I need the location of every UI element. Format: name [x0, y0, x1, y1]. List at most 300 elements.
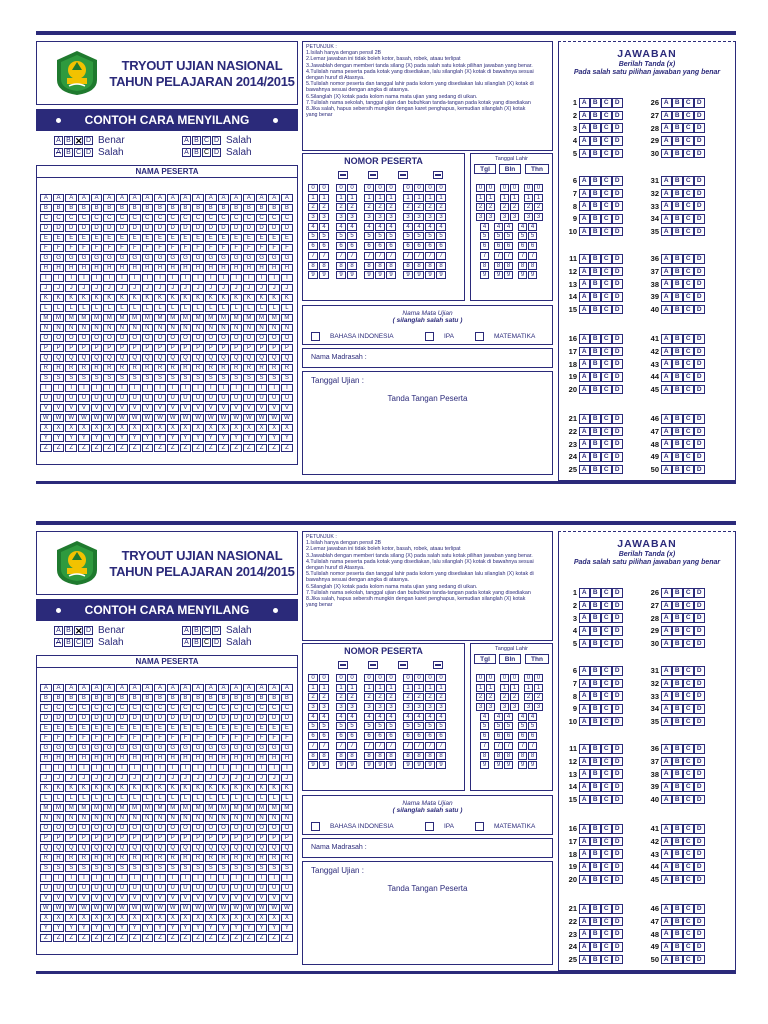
digit-bubble[interactable]: 4: [347, 223, 357, 231]
date-digit-bubble[interactable]: 2: [510, 203, 519, 211]
letter-bubble[interactable]: Y: [268, 924, 280, 932]
letter-bubble[interactable]: H: [78, 264, 90, 272]
digit-bubble[interactable]: 4: [414, 223, 424, 231]
letter-bubble[interactable]: E: [192, 724, 204, 732]
letter-bubble[interactable]: P: [167, 344, 179, 352]
digit-bubble[interactable]: 1: [364, 684, 374, 692]
date-digit-bubble[interactable]: 5: [504, 722, 513, 730]
letter-bubble[interactable]: W: [218, 904, 230, 912]
answer-bubble[interactable]: C: [601, 849, 612, 859]
answer-bubble[interactable]: B: [590, 98, 601, 108]
letter-bubble[interactable]: I: [205, 764, 217, 772]
digit-bubble[interactable]: 6: [375, 732, 385, 740]
letter-bubble[interactable]: J: [205, 774, 217, 782]
digit-bubble[interactable]: 6: [436, 242, 446, 250]
letter-bubble[interactable]: Z: [103, 934, 115, 942]
letter-bubble[interactable]: C: [243, 704, 255, 712]
letter-bubble[interactable]: N: [256, 814, 268, 822]
answer-bubble[interactable]: B: [672, 626, 683, 636]
answer-bubble[interactable]: D: [612, 849, 623, 859]
letter-bubble[interactable]: H: [192, 264, 204, 272]
letter-bubble[interactable]: B: [268, 204, 280, 212]
answer-bubble[interactable]: D: [612, 679, 623, 689]
date-digit-bubble[interactable]: 5: [504, 232, 513, 240]
letter-bubble[interactable]: X: [78, 424, 90, 432]
letter-bubble[interactable]: D: [205, 714, 217, 722]
letter-bubble[interactable]: K: [192, 784, 204, 792]
letter-bubble[interactable]: E: [243, 234, 255, 242]
letter-bubble[interactable]: S: [218, 374, 230, 382]
answer-bubble[interactable]: A: [579, 849, 590, 859]
letter-bubble[interactable]: S: [205, 374, 217, 382]
letter-bubble[interactable]: B: [91, 694, 103, 702]
letter-bubble[interactable]: S: [129, 374, 141, 382]
answer-bubble[interactable]: C: [683, 214, 694, 224]
answer-bubble[interactable]: B: [672, 227, 683, 237]
letter-bubble[interactable]: B: [53, 204, 65, 212]
date-digit-bubble[interactable]: 2: [524, 693, 533, 701]
letter-bubble[interactable]: L: [65, 304, 77, 312]
letter-bubble[interactable]: C: [103, 704, 115, 712]
answer-bubble[interactable]: B: [672, 465, 683, 475]
letter-bubble[interactable]: R: [268, 854, 280, 862]
letter-bubble[interactable]: H: [116, 264, 128, 272]
letter-bubble[interactable]: Y: [180, 434, 192, 442]
letter-bubble[interactable]: B: [142, 204, 154, 212]
letter-bubble[interactable]: V: [65, 404, 77, 412]
letter-bubble[interactable]: J: [78, 774, 90, 782]
answer-bubble[interactable]: A: [661, 782, 672, 792]
letter-bubble[interactable]: W: [256, 414, 268, 422]
letter-bubble[interactable]: Q: [154, 354, 166, 362]
letter-bubble[interactable]: U: [116, 394, 128, 402]
letter-bubble[interactable]: A: [192, 684, 204, 692]
digit-bubble[interactable]: 1: [347, 684, 357, 692]
letter-bubble[interactable]: S: [53, 864, 65, 872]
letter-bubble[interactable]: O: [65, 334, 77, 342]
answer-bubble[interactable]: D: [612, 439, 623, 449]
letter-bubble[interactable]: G: [256, 254, 268, 262]
letter-bubble[interactable]: B: [268, 694, 280, 702]
letter-bubble[interactable]: Y: [142, 924, 154, 932]
answer-bubble[interactable]: D: [612, 744, 623, 754]
letter-bubble[interactable]: S: [116, 864, 128, 872]
answer-bubble[interactable]: B: [590, 227, 601, 237]
digit-bubble[interactable]: 3: [364, 703, 374, 711]
answer-bubble[interactable]: C: [601, 613, 612, 623]
letter-bubble[interactable]: V: [243, 894, 255, 902]
letter-bubble[interactable]: U: [91, 394, 103, 402]
letter-bubble[interactable]: H: [268, 754, 280, 762]
answer-bubble[interactable]: D: [694, 305, 705, 315]
date-digit-bubble[interactable]: 7: [494, 252, 503, 260]
answer-bubble[interactable]: B: [672, 267, 683, 277]
answer-bubble[interactable]: C: [601, 601, 612, 611]
date-digit-bubble[interactable]: 6: [494, 242, 503, 250]
answer-bubble[interactable]: B: [672, 176, 683, 186]
letter-bubble[interactable]: S: [129, 864, 141, 872]
letter-bubble[interactable]: H: [180, 264, 192, 272]
letter-bubble[interactable]: A: [205, 684, 217, 692]
letter-bubble[interactable]: S: [78, 864, 90, 872]
letter-bubble[interactable]: G: [65, 254, 77, 262]
letter-bubble[interactable]: M: [218, 314, 230, 322]
letter-bubble[interactable]: M: [103, 314, 115, 322]
answer-bubble[interactable]: A: [661, 254, 672, 264]
letter-bubble[interactable]: C: [53, 704, 65, 712]
letter-bubble[interactable]: C: [243, 214, 255, 222]
letter-bubble[interactable]: Q: [116, 354, 128, 362]
answer-bubble[interactable]: C: [683, 929, 694, 939]
answer-bubble[interactable]: A: [579, 189, 590, 199]
letter-bubble[interactable]: A: [243, 194, 255, 202]
digit-bubble[interactable]: 7: [364, 252, 374, 260]
date-digit-bubble[interactable]: 0: [524, 184, 533, 192]
digit-bubble[interactable]: 5: [414, 722, 424, 730]
answer-bubble[interactable]: A: [579, 795, 590, 805]
letter-bubble[interactable]: U: [142, 884, 154, 892]
digit-bubble[interactable]: 3: [425, 703, 435, 711]
date-digit-bubble[interactable]: 1: [486, 684, 495, 692]
answer-bubble[interactable]: C: [683, 782, 694, 792]
letter-bubble[interactable]: F: [78, 734, 90, 742]
letter-bubble[interactable]: X: [142, 424, 154, 432]
letter-bubble[interactable]: V: [192, 404, 204, 412]
date-digit-bubble[interactable]: 1: [524, 684, 533, 692]
letter-bubble[interactable]: M: [91, 804, 103, 812]
letter-bubble[interactable]: S: [167, 374, 179, 382]
answer-bubble[interactable]: A: [579, 639, 590, 649]
date-digit-bubble[interactable]: 8: [494, 752, 503, 760]
letter-bubble[interactable]: C: [268, 214, 280, 222]
answer-bubble[interactable]: A: [579, 904, 590, 914]
date-digit-bubble[interactable]: 2: [500, 693, 509, 701]
digit-bubble[interactable]: 9: [436, 761, 446, 769]
letter-bubble[interactable]: Z: [180, 444, 192, 452]
letter-bubble[interactable]: W: [167, 414, 179, 422]
letter-bubble[interactable]: S: [256, 864, 268, 872]
answer-bubble[interactable]: C: [601, 666, 612, 676]
letter-bubble[interactable]: M: [281, 314, 293, 322]
answer-bubble[interactable]: B: [672, 824, 683, 834]
digit-bubble[interactable]: 3: [403, 703, 413, 711]
letter-bubble[interactable]: G: [243, 254, 255, 262]
answer-bubble[interactable]: A: [661, 837, 672, 847]
letter-bubble[interactable]: F: [256, 734, 268, 742]
letter-bubble[interactable]: R: [180, 364, 192, 372]
letter-bubble[interactable]: B: [205, 204, 217, 212]
letter-bubble[interactable]: A: [268, 194, 280, 202]
letter-bubble[interactable]: F: [142, 734, 154, 742]
letter-bubble[interactable]: B: [192, 204, 204, 212]
letter-bubble[interactable]: D: [40, 714, 52, 722]
digit-bubble[interactable]: 1: [414, 684, 424, 692]
letter-bubble[interactable]: P: [103, 834, 115, 842]
letter-bubble[interactable]: K: [230, 784, 242, 792]
date-digit-bubble[interactable]: 6: [528, 242, 537, 250]
digit-bubble[interactable]: 7: [319, 252, 329, 260]
letter-bubble[interactable]: L: [78, 304, 90, 312]
letter-bubble[interactable]: R: [192, 854, 204, 862]
answer-bubble[interactable]: C: [601, 279, 612, 289]
digit-bubble[interactable]: 4: [436, 713, 446, 721]
answer-bubble[interactable]: A: [661, 929, 672, 939]
answer-bubble[interactable]: D: [612, 149, 623, 159]
letter-bubble[interactable]: P: [142, 344, 154, 352]
date-digit-bubble[interactable]: 2: [524, 203, 533, 211]
digit-bubble[interactable]: 5: [386, 232, 396, 240]
answer-bubble[interactable]: A: [661, 123, 672, 133]
letter-bubble[interactable]: H: [129, 754, 141, 762]
letter-bubble[interactable]: H: [205, 754, 217, 762]
letter-bubble[interactable]: M: [116, 314, 128, 322]
letter-bubble[interactable]: A: [65, 684, 77, 692]
answer-bubble[interactable]: D: [694, 201, 705, 211]
letter-bubble[interactable]: G: [167, 744, 179, 752]
letter-bubble[interactable]: R: [40, 854, 52, 862]
letter-bubble[interactable]: J: [243, 774, 255, 782]
digit-bubble[interactable]: 3: [436, 213, 446, 221]
answer-bubble[interactable]: B: [590, 111, 601, 121]
digit-bubble[interactable]: 0: [386, 674, 396, 682]
letter-bubble[interactable]: A: [129, 684, 141, 692]
letter-bubble[interactable]: W: [192, 414, 204, 422]
letter-bubble[interactable]: F: [78, 244, 90, 252]
answer-bubble[interactable]: C: [601, 824, 612, 834]
letter-bubble[interactable]: G: [142, 254, 154, 262]
answer-bubble[interactable]: A: [579, 201, 590, 211]
answer-bubble[interactable]: B: [672, 123, 683, 133]
letter-bubble[interactable]: U: [281, 884, 293, 892]
letter-bubble[interactable]: H: [142, 754, 154, 762]
letter-bubble[interactable]: S: [103, 374, 115, 382]
answer-bubble[interactable]: C: [601, 111, 612, 121]
answer-bubble[interactable]: A: [661, 214, 672, 224]
letter-bubble[interactable]: U: [230, 394, 242, 402]
letter-bubble[interactable]: D: [281, 714, 293, 722]
letter-bubble[interactable]: L: [91, 794, 103, 802]
answer-bubble[interactable]: B: [672, 862, 683, 872]
answer-bubble[interactable]: B: [590, 666, 601, 676]
letter-bubble[interactable]: F: [192, 734, 204, 742]
letter-bubble[interactable]: B: [243, 204, 255, 212]
answer-bubble[interactable]: C: [683, 414, 694, 424]
digit-bubble[interactable]: 0: [403, 184, 413, 192]
letter-bubble[interactable]: N: [281, 324, 293, 332]
letter-bubble[interactable]: R: [205, 854, 217, 862]
letter-bubble[interactable]: W: [129, 414, 141, 422]
answer-bubble[interactable]: C: [601, 385, 612, 395]
letter-bubble[interactable]: R: [180, 854, 192, 862]
letter-bubble[interactable]: K: [78, 294, 90, 302]
digit-bubble[interactable]: 1: [403, 684, 413, 692]
letter-bubble[interactable]: R: [154, 364, 166, 372]
answer-bubble[interactable]: B: [672, 601, 683, 611]
letter-bubble[interactable]: O: [116, 824, 128, 832]
letter-bubble[interactable]: U: [192, 394, 204, 402]
answer-bubble[interactable]: B: [590, 254, 601, 264]
letter-bubble[interactable]: O: [142, 824, 154, 832]
letter-bubble[interactable]: D: [65, 714, 77, 722]
letter-bubble[interactable]: W: [180, 414, 192, 422]
letter-bubble[interactable]: O: [256, 334, 268, 342]
letter-bubble[interactable]: T: [103, 874, 115, 882]
letter-bubble[interactable]: P: [192, 344, 204, 352]
letter-bubble[interactable]: T: [218, 384, 230, 392]
answer-bubble[interactable]: C: [683, 917, 694, 927]
letter-bubble[interactable]: R: [91, 364, 103, 372]
letter-bubble[interactable]: Y: [65, 434, 77, 442]
letter-bubble[interactable]: O: [154, 334, 166, 342]
letter-bubble[interactable]: E: [205, 724, 217, 732]
letter-bubble[interactable]: U: [230, 884, 242, 892]
letter-bubble[interactable]: B: [230, 694, 242, 702]
letter-bubble[interactable]: G: [78, 744, 90, 752]
letter-bubble[interactable]: U: [167, 394, 179, 402]
letter-bubble[interactable]: A: [268, 684, 280, 692]
letter-bubble[interactable]: T: [65, 874, 77, 882]
letter-bubble[interactable]: K: [116, 294, 128, 302]
letter-bubble[interactable]: P: [268, 344, 280, 352]
letter-bubble[interactable]: U: [180, 394, 192, 402]
letter-bubble[interactable]: T: [129, 384, 141, 392]
letter-bubble[interactable]: O: [78, 824, 90, 832]
letter-bubble[interactable]: A: [78, 194, 90, 202]
letter-bubble[interactable]: I: [281, 274, 293, 282]
letter-bubble[interactable]: M: [116, 804, 128, 812]
digit-bubble[interactable]: 6: [347, 732, 357, 740]
letter-bubble[interactable]: J: [218, 284, 230, 292]
letter-bubble[interactable]: O: [65, 824, 77, 832]
digit-bubble[interactable]: 3: [386, 703, 396, 711]
letter-bubble[interactable]: C: [53, 214, 65, 222]
answer-bubble[interactable]: C: [683, 452, 694, 462]
answer-bubble[interactable]: C: [683, 824, 694, 834]
letter-bubble[interactable]: M: [256, 804, 268, 812]
letter-bubble[interactable]: V: [103, 894, 115, 902]
digit-bubble[interactable]: 7: [436, 252, 446, 260]
answer-bubble[interactable]: D: [612, 347, 623, 357]
answer-bubble[interactable]: D: [612, 626, 623, 636]
letter-bubble[interactable]: D: [218, 714, 230, 722]
answer-bubble[interactable]: B: [672, 704, 683, 714]
letter-bubble[interactable]: B: [129, 204, 141, 212]
answer-bubble[interactable]: D: [694, 917, 705, 927]
letter-bubble[interactable]: K: [40, 784, 52, 792]
letter-bubble[interactable]: U: [256, 884, 268, 892]
letter-bubble[interactable]: O: [256, 824, 268, 832]
letter-bubble[interactable]: A: [53, 194, 65, 202]
letter-bubble[interactable]: F: [40, 244, 52, 252]
date-digit-bubble[interactable]: 1: [534, 194, 543, 202]
letter-bubble[interactable]: A: [129, 194, 141, 202]
letter-bubble[interactable]: F: [180, 244, 192, 252]
date-digit-bubble[interactable]: 8: [518, 262, 527, 270]
letter-bubble[interactable]: F: [40, 734, 52, 742]
digit-bubble[interactable]: 0: [425, 674, 435, 682]
letter-bubble[interactable]: Y: [154, 434, 166, 442]
digit-bubble[interactable]: 6: [414, 242, 424, 250]
answer-bubble[interactable]: B: [590, 744, 601, 754]
answer-bubble[interactable]: B: [590, 214, 601, 224]
digit-bubble[interactable]: 8: [403, 752, 413, 760]
answer-bubble[interactable]: A: [579, 123, 590, 133]
digit-bubble[interactable]: 3: [386, 213, 396, 221]
digit-bubble[interactable]: 3: [308, 213, 318, 221]
digit-bubble[interactable]: 0: [364, 184, 374, 192]
letter-bubble[interactable]: E: [256, 234, 268, 242]
letter-bubble[interactable]: T: [230, 874, 242, 882]
digit-bubble[interactable]: 9: [364, 271, 374, 279]
answer-bubble[interactable]: C: [683, 691, 694, 701]
letter-bubble[interactable]: C: [142, 214, 154, 222]
letter-bubble[interactable]: X: [180, 914, 192, 922]
letter-bubble[interactable]: Y: [40, 434, 52, 442]
letter-bubble[interactable]: N: [154, 814, 166, 822]
digit-bubble[interactable]: 8: [347, 752, 357, 760]
letter-bubble[interactable]: M: [78, 804, 90, 812]
letter-bubble[interactable]: M: [218, 804, 230, 812]
date-digit-bubble[interactable]: 6: [480, 242, 489, 250]
answer-bubble[interactable]: C: [601, 942, 612, 952]
date-digit-bubble[interactable]: 4: [480, 223, 489, 231]
letter-bubble[interactable]: G: [116, 254, 128, 262]
digit-bubble[interactable]: 6: [308, 242, 318, 250]
answer-bubble[interactable]: D: [694, 639, 705, 649]
letter-bubble[interactable]: Q: [180, 354, 192, 362]
letter-bubble[interactable]: T: [180, 384, 192, 392]
letter-bubble[interactable]: V: [281, 894, 293, 902]
letter-bubble[interactable]: N: [91, 324, 103, 332]
answer-bubble[interactable]: B: [672, 347, 683, 357]
letter-bubble[interactable]: E: [180, 724, 192, 732]
digit-bubble[interactable]: 0: [425, 184, 435, 192]
letter-bubble[interactable]: I: [116, 274, 128, 282]
letter-bubble[interactable]: U: [91, 884, 103, 892]
letter-bubble[interactable]: J: [192, 774, 204, 782]
letter-bubble[interactable]: Z: [218, 444, 230, 452]
letter-bubble[interactable]: P: [40, 834, 52, 842]
letter-bubble[interactable]: V: [167, 894, 179, 902]
letter-bubble[interactable]: X: [129, 914, 141, 922]
letter-bubble[interactable]: K: [78, 784, 90, 792]
answer-bubble[interactable]: B: [672, 201, 683, 211]
answer-bubble[interactable]: A: [661, 427, 672, 437]
answer-bubble[interactable]: A: [661, 227, 672, 237]
letter-bubble[interactable]: K: [205, 784, 217, 792]
letter-bubble[interactable]: J: [192, 284, 204, 292]
date-digit-bubble[interactable]: 2: [486, 693, 495, 701]
letter-bubble[interactable]: J: [281, 284, 293, 292]
letter-bubble[interactable]: X: [91, 424, 103, 432]
letter-bubble[interactable]: Q: [281, 354, 293, 362]
letter-bubble[interactable]: I: [78, 274, 90, 282]
letter-bubble[interactable]: Z: [53, 444, 65, 452]
letter-bubble[interactable]: N: [65, 324, 77, 332]
date-digit-bubble[interactable]: 1: [476, 684, 485, 692]
answer-bubble[interactable]: C: [683, 334, 694, 344]
letter-bubble[interactable]: A: [230, 684, 242, 692]
letter-bubble[interactable]: I: [243, 764, 255, 772]
digit-bubble[interactable]: 8: [425, 752, 435, 760]
answer-bubble[interactable]: D: [612, 875, 623, 885]
subject-option[interactable]: [475, 822, 535, 831]
letter-bubble[interactable]: U: [129, 394, 141, 402]
answer-bubble[interactable]: B: [590, 123, 601, 133]
digit-bubble[interactable]: 4: [403, 223, 413, 231]
letter-bubble[interactable]: O: [243, 334, 255, 342]
answer-bubble[interactable]: D: [694, 601, 705, 611]
